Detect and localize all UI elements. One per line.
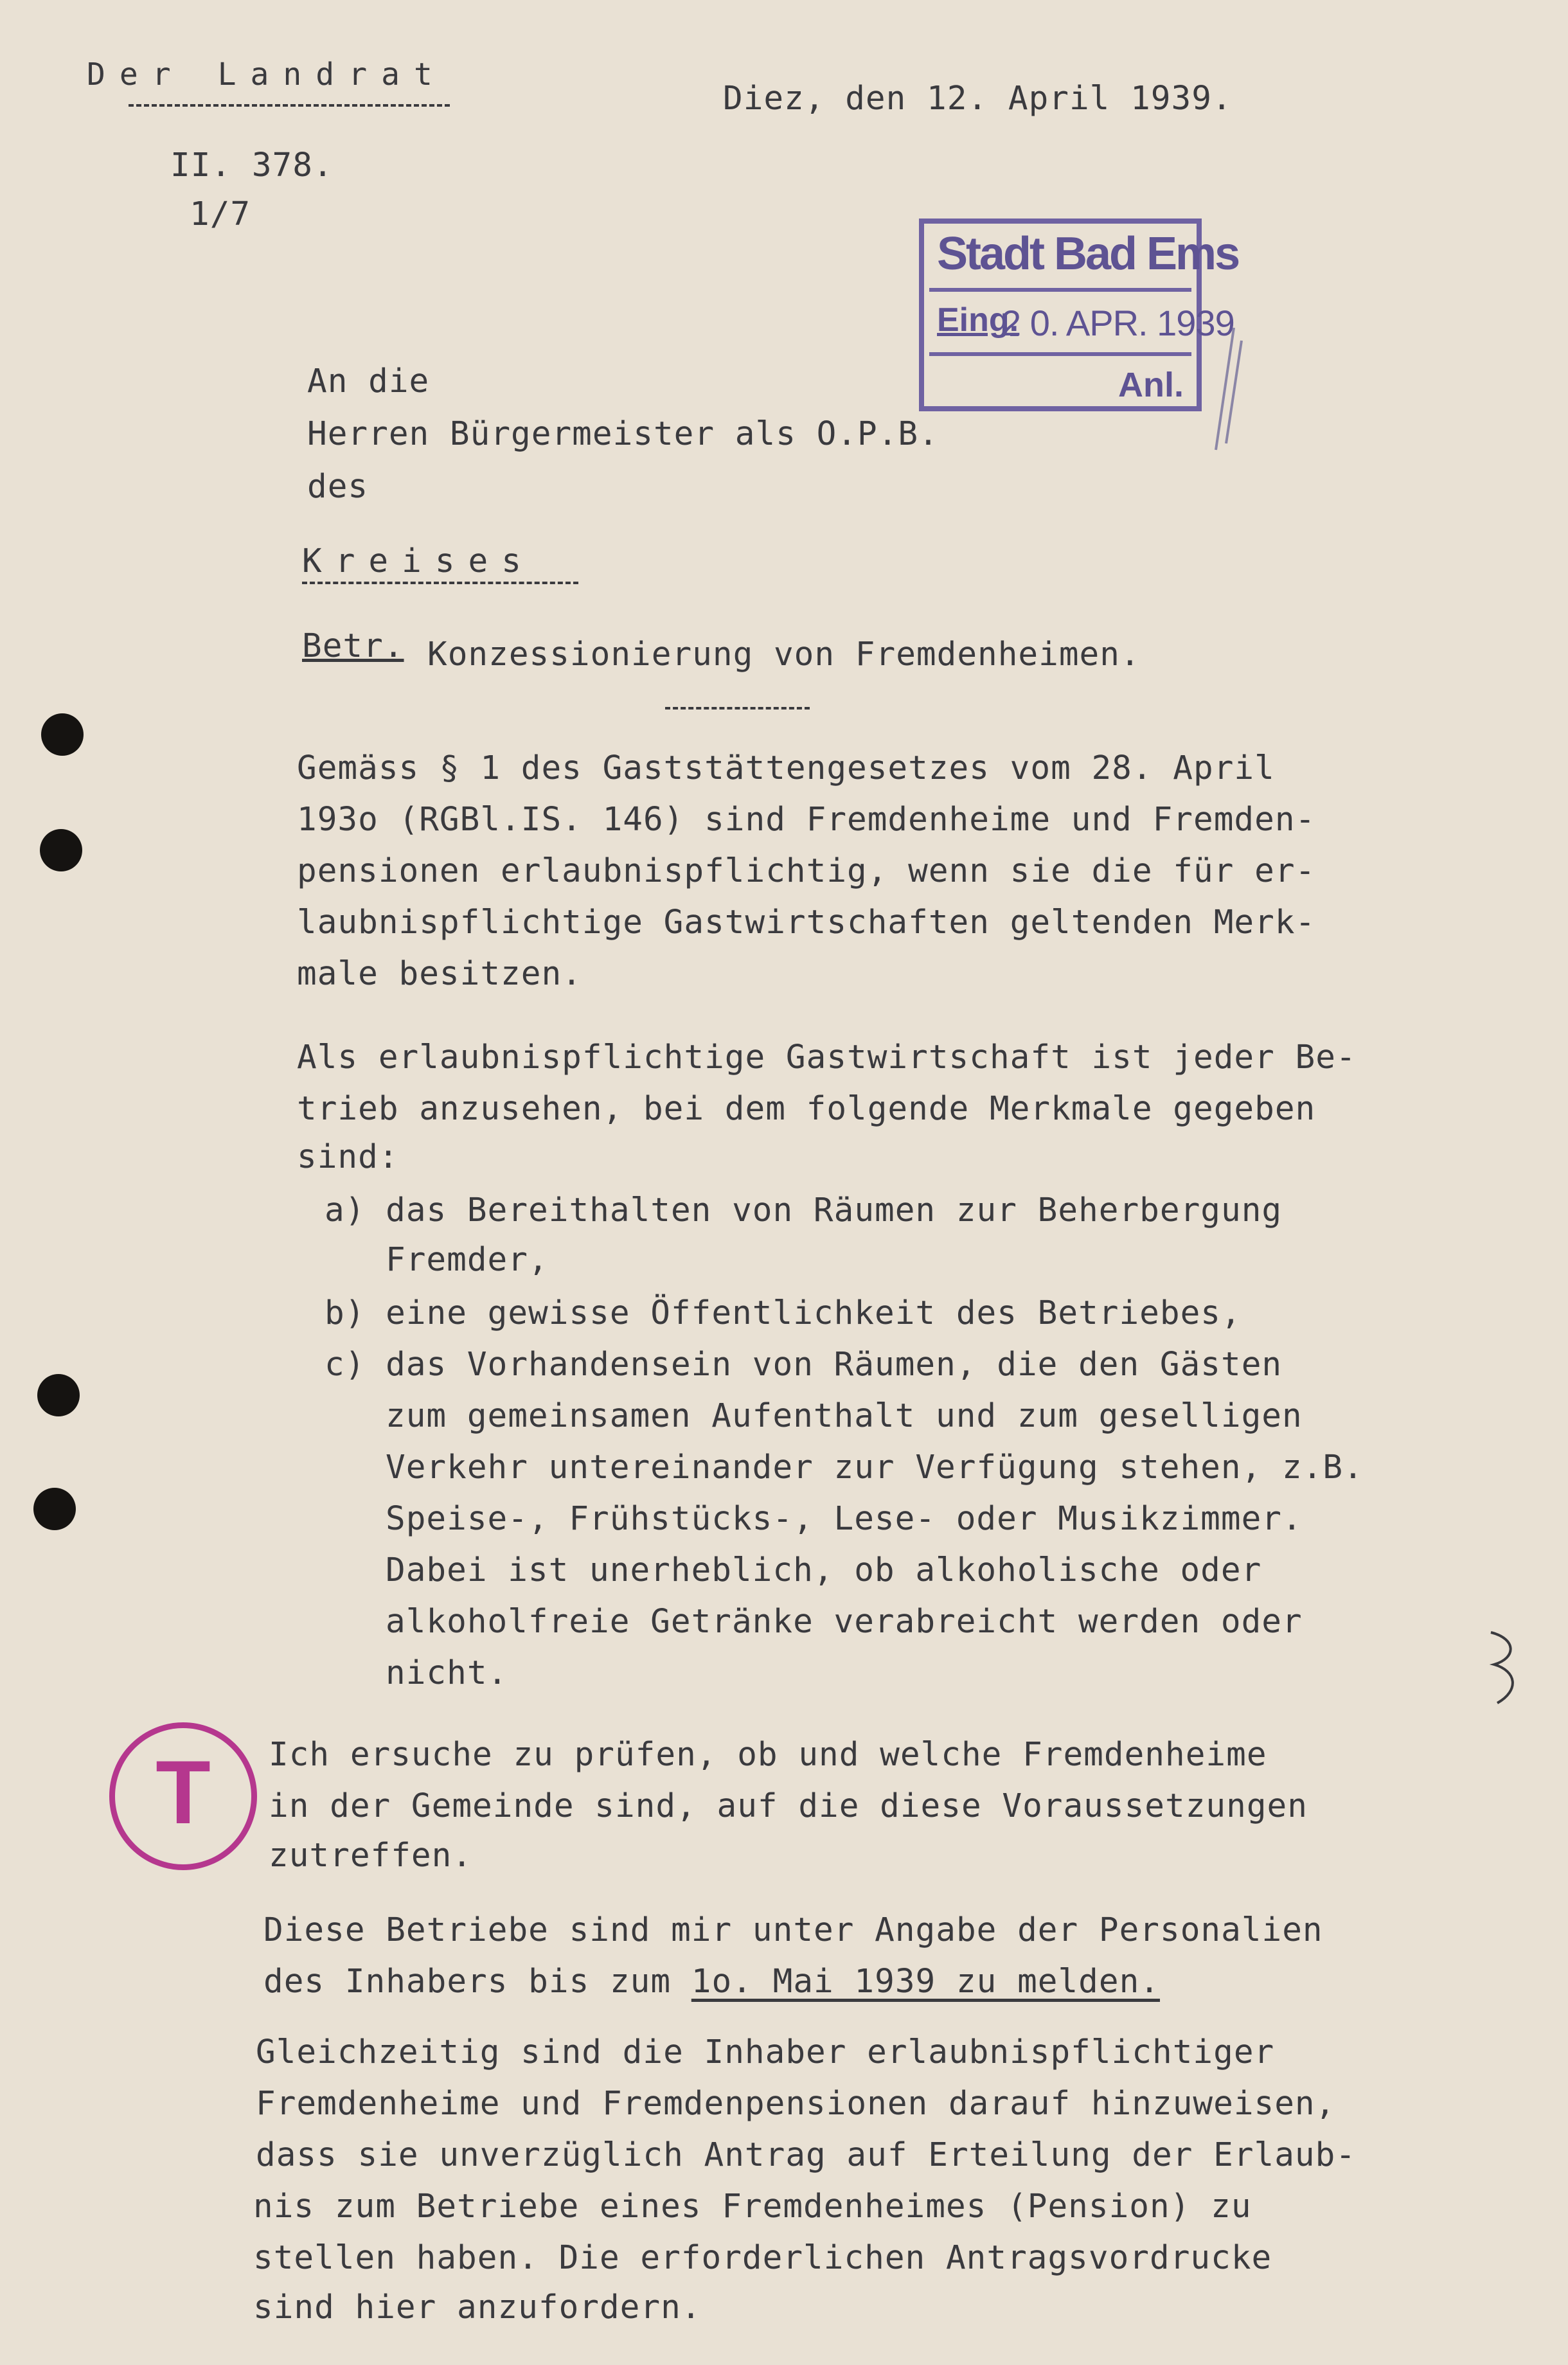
stamp-title: Stadt Bad Ems [937,228,1239,280]
stamp-attachment-label: Anl. [1118,366,1184,404]
address-line-1: An die [307,362,430,400]
paragraph-5-line: Gleichzeitig sind die Inhaber erlaubnispflichtiger [256,2033,1275,2071]
paragraph-2-line: sind: [297,1138,399,1176]
list-item-c-cont: nicht. [386,1654,508,1692]
sender-underline [129,104,450,107]
reference-sub: 1/7 [190,195,251,233]
received-stamp [919,219,1239,411]
paragraph-3-line: in der Gemeinde sind, auf die diese Voraussetzungen [269,1787,1308,1825]
paragraph-4-text: des Inhabers bis zum [263,1963,691,2001]
paragraph-5-line: dass sie unverzüglich Antrag auf Erteilung der Erlaub- [256,2136,1357,2174]
list-item-c-cont: alkoholfreie Getränke verabreicht werden oder [386,1603,1303,1641]
paragraph-2-line: trieb anzusehen, bei dem folgende Merkmale gegeben [297,1090,1316,1128]
handwritten-circled-letter: T [109,1722,257,1870]
subject-divider [665,707,810,710]
paragraph-1-line: male besitzen. [297,955,582,993]
paragraph-1-line: laubnispflichtige Gastwirtschaften geltenden Merk- [297,904,1316,942]
list-item-c-cont: zum gemeinsamen Aufenthalt und zum geselligen [386,1397,1303,1435]
punch-hole [41,713,84,756]
list-item-b: b) eine gewisse Öffentlichkeit des Betriebes, [325,1294,1242,1332]
punch-hole [37,1374,80,1416]
stamp-divider [929,288,1191,292]
punch-hole [33,1488,76,1530]
paragraph-3-line: zutreffen. [269,1837,473,1875]
punch-hole [40,829,82,871]
list-item-c-cont: Dabei ist unerheblich, ob alkoholische oder [386,1551,1262,1589]
paragraph-5-line: Fremdenheime und Fremdenpensionen darauf hinzuweisen, [256,2085,1336,2123]
list-item-a: a) das Bereithalten von Räumen zur Beherbergung [325,1191,1283,1229]
letter-date: Diez, den 12. April 1939. [723,80,1233,118]
list-item-a-cont: Fremder, [386,1241,549,1279]
paragraph-5-line: sind hier anzufordern. [253,2289,702,2326]
reference-number: II. 378. [170,147,334,184]
kreis-underline [302,582,578,584]
paragraph-2-line: Als erlaubnispflichtige Gastwirtschaft ist jeder Be- [297,1039,1357,1076]
address-line-2: Herren Bürgermeister als O.P.B. [307,415,939,453]
list-item-c-cont: Speise-, Frühstücks-, Lese- oder Musikzimmer. [386,1500,1303,1538]
address-kreis: Kreises [302,542,535,580]
stamp-divider [929,352,1191,356]
paragraph-5-line: nis zum Betriebe eines Fremdenheimes (Pension) zu [253,2188,1252,2226]
deadline-underlined: 1o. Mai 1939 zu melden. [691,1963,1161,2001]
paragraph-4-line [263,1963,1161,2001]
stamp-received-date: 2 0. APR. 1939 [1001,303,1234,343]
paragraph-5-line: stellen haben. Die erforderlichen Antragsvordrucke [253,2239,1272,2277]
address-line-3: des [307,468,369,506]
paragraph-4-line: Diese Betriebe sind mir unter Angabe der Personalien [263,1911,1323,1949]
margin-pencil-mark [1478,1620,1536,1716]
pencil-tick-mark [1208,321,1247,456]
list-item-c-cont: Verkehr untereinander zur Verfügung stehen, z.B. [386,1449,1364,1486]
paragraph-3-line: Ich ersuche zu prüfen, ob und welche Fremdenheime [269,1736,1267,1774]
stamp-received-label: Eing. [937,301,1019,339]
paragraph-1-line: pensionen erlaubnispflichtig, wenn sie die für er- [297,852,1316,890]
list-item-c: c) das Vorhandensein von Räumen, die den Gästen [325,1346,1283,1384]
sender-line: Der Landrat [87,57,447,93]
subject-text: Konzessionierung von Fremdenheimen. [427,636,1141,674]
paragraph-1-line: 193o (RGBl.IS. 146) sind Fremdenheime und Fremden- [297,801,1316,839]
paragraph-1-line: Gemäss § 1 des Gaststättengesetzes vom 28. April [297,749,1275,787]
subject-label: Betr. [302,627,404,665]
